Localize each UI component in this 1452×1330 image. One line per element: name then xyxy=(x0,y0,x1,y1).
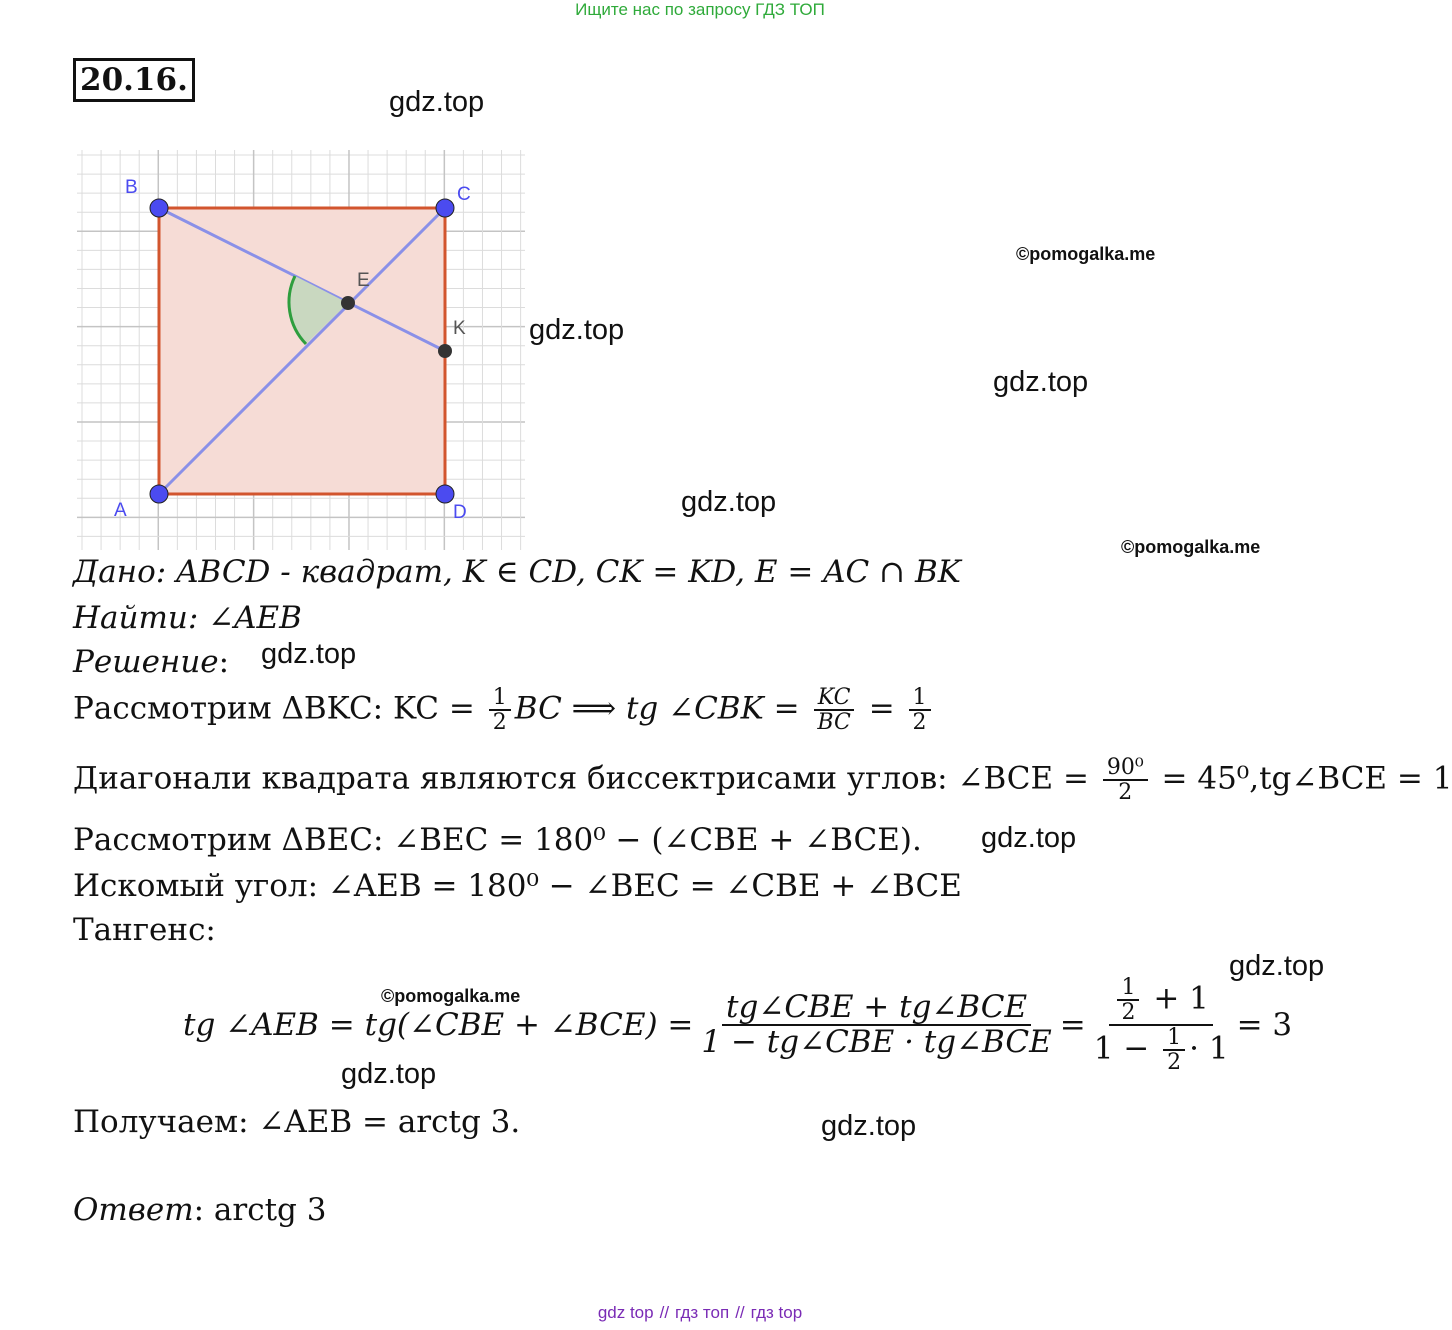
solution-label: Решение xyxy=(73,644,219,680)
formula-eq: = xyxy=(1059,1007,1086,1043)
vertex-b xyxy=(150,199,168,217)
fraction-den xyxy=(1090,1026,1233,1074)
answer-line xyxy=(73,1192,326,1228)
watermark-gdz: gdz.top xyxy=(821,1110,917,1142)
step-1-line xyxy=(73,686,935,734)
fraction-kc-bc xyxy=(813,686,854,734)
label-c: C xyxy=(457,184,471,205)
fraction-den: 2 xyxy=(492,710,507,736)
solution-line xyxy=(73,644,229,680)
fraction-half xyxy=(1117,976,1139,1024)
step-2-line xyxy=(73,756,1452,804)
footer-separator: // xyxy=(735,1303,745,1322)
fraction-num xyxy=(1109,976,1212,1026)
point-k xyxy=(438,344,452,358)
given-body: : ABCD - квадрат, K ∈ CD, CK = KD, E = AC ∩ BK xyxy=(155,554,961,590)
fraction-num: 1 xyxy=(1163,1026,1185,1051)
label-b: B xyxy=(125,177,138,198)
result-line: Получаем: ∠AEB = arctg 3. xyxy=(73,1104,521,1140)
fraction-den: 2 xyxy=(1167,1050,1182,1076)
formula-left: tg ∠AEB = tg(∠CBE + ∠BCE) = xyxy=(183,1007,694,1043)
solution-colon: : xyxy=(218,644,230,680)
step-1-mid: BC ⟹ tg ∠CBK = xyxy=(514,690,810,727)
fraction-half xyxy=(489,686,511,734)
fraction-den-prefix: 1 − xyxy=(1093,1030,1160,1067)
footer-separator: // xyxy=(659,1303,670,1322)
fraction-num: 1 xyxy=(909,686,931,711)
formula-result: = 3 xyxy=(1236,1007,1293,1043)
fraction-num: tg∠CBE + tg∠BCE xyxy=(722,991,1031,1026)
step-4-line: Искомый угол: ∠AEB = 180⁰ − ∠BEC = ∠CBE + ∠BCE xyxy=(73,868,962,904)
given-label: Дано xyxy=(73,554,156,590)
step-2-prefix: Диагонали квадрата являются биссектрисами углов: ∠BCE = xyxy=(73,760,1099,797)
footer-link-gdz-top-mixed[interactable]: гдз top xyxy=(750,1303,803,1322)
vertex-d xyxy=(436,485,454,503)
watermark-pomogalka: ©pomogalka.me xyxy=(381,986,521,1006)
watermark-gdz: gdz.top xyxy=(1229,950,1325,982)
fraction-den: 1 − tg∠CBE · tg∠BCE xyxy=(701,1024,1052,1060)
fraction-den: 2 xyxy=(912,710,927,736)
fraction-num: KC xyxy=(814,686,855,711)
problem-number: 20.16. xyxy=(73,58,195,102)
step-1-prefix: Рассмотрим ΔBKC: KC = xyxy=(73,690,485,727)
answer-label: Ответ xyxy=(73,1192,194,1228)
vertex-a xyxy=(150,485,168,503)
footer-links xyxy=(0,1303,1400,1323)
watermark-gdz: gdz.top xyxy=(529,314,625,346)
watermark-gdz: gdz.top xyxy=(993,366,1089,398)
point-e xyxy=(341,296,355,310)
vertex-c xyxy=(436,199,454,217)
fraction-num: 1 xyxy=(489,686,511,711)
fraction-den-suffix: · 1 xyxy=(1189,1030,1229,1067)
step-5-line: Тангенс: xyxy=(73,912,216,948)
watermark-pomogalka: ©pomogalka.me xyxy=(1121,537,1261,557)
fraction-num: 1 xyxy=(1117,976,1139,1001)
formula-fraction-1 xyxy=(697,991,1055,1058)
label-e: E xyxy=(357,270,370,291)
find-line xyxy=(73,600,302,636)
watermark-gdz: gdz.top xyxy=(389,86,485,118)
fraction-half xyxy=(1163,1026,1185,1074)
fraction-result xyxy=(909,686,931,734)
watermark-pomogalka: ©pomogalka.me xyxy=(1016,244,1156,264)
label-k: K xyxy=(453,318,466,339)
step-3-line: Рассмотрим ΔBEC: ∠BEC = 180⁰ − (∠CBE + ∠BCE). xyxy=(73,822,922,858)
fraction-den: 2 xyxy=(1118,780,1133,806)
given-line xyxy=(73,554,961,590)
find-label: Найти xyxy=(73,600,188,636)
footer-link-gdz-top-ru[interactable]: гдз топ xyxy=(675,1303,730,1322)
label-d: D xyxy=(453,502,467,523)
watermark-gdz: gdz.top xyxy=(261,638,357,670)
tangent-formula xyxy=(183,950,1292,1100)
watermark-gdz: gdz.top xyxy=(341,1058,437,1090)
fraction-num: 90⁰ xyxy=(1103,756,1148,781)
fraction-plus-one: + 1 xyxy=(1143,980,1209,1017)
watermark-gdz: gdz.top xyxy=(681,486,777,518)
footer-link-gdz-top[interactable]: gdz top xyxy=(597,1303,654,1322)
geometry-figure xyxy=(77,150,525,550)
watermark-gdz: gdz.top xyxy=(981,822,1077,854)
step-1-eq: = xyxy=(858,690,905,727)
find-body: : ∠AEB xyxy=(187,600,302,636)
fraction-90-2 xyxy=(1103,756,1148,804)
top-search-link[interactable]: Ищите нас по запросу ГДЗ ТОП xyxy=(575,0,825,19)
answer-body: : arctg 3 xyxy=(193,1192,327,1228)
label-a: A xyxy=(114,500,127,521)
fraction-den: 2 xyxy=(1121,999,1136,1025)
formula-fraction-2 xyxy=(1090,976,1233,1074)
fraction-den: BC xyxy=(817,710,851,736)
step-2-suffix: = 45⁰,tg∠BCE = 1 xyxy=(1151,760,1452,797)
